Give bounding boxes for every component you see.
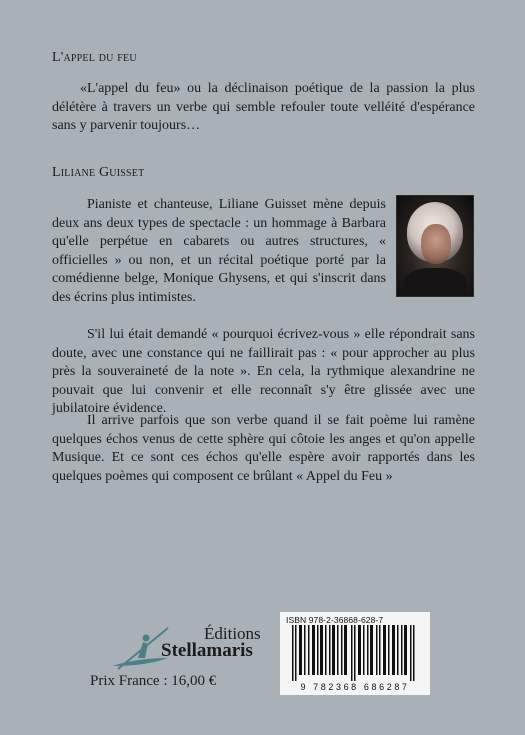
isbn-barcode: [280, 612, 430, 695]
price-label: Prix France : 16,00 €: [90, 673, 217, 689]
book-summary: «L'appel du feu» ou la déclinaison poétique de la passion la plus délétère à travers un verbe qui semble refouler toute velléité d'espérance sans y parvenir toujours…: [52, 81, 475, 133]
publisher-label: Éditions: [204, 624, 261, 643]
author-bio-paragraph-1: Pianiste et chanteuse, Liliane Guisset mène depuis deux ans deux types de spectacle : un hommage à Barbara qu'elle perpétue en cabarets ou autres structures, « officielles » ou non, et un récital poétique porté par la comédienne belge, Monique Ghysens, et qui s'inscrit dans des écrins plus intimistes.: [52, 197, 386, 305]
section-title-author: Liliane Guisset: [52, 165, 145, 180]
barcode-digits: 9 782368 686287: [300, 682, 410, 692]
isbn-text: ISBN 978-2-36868-628-7: [286, 615, 384, 625]
publisher-name: Stellamaris: [161, 640, 253, 661]
section-title-appel-du-feu: L'appel du feu: [52, 50, 137, 65]
author-photo: [396, 195, 474, 297]
author-bio-paragraph-2: S'il lui était demandé « pourquoi écrivez-vous » elle répondrait sans doute, avec une constance qui ne faillirait pas : « pour approcher au plus près la souveraineté de la note ». En cela, la rythmique alexandrine ne pouvait que lui convenir et elle reconnaît s'y être glissée avec une jubilatoire évidence.: [52, 327, 475, 416]
barcode-bars: [282, 625, 428, 681]
author-bio-paragraph-3: Il arrive parfois que son verbe quand il se fait poème lui ramène quelques échos venus de cette sphère qui côtoie les anges et qu'on appelle Musique. Et ce sont ces échos qu'elle espère avoir rapportés dans les quelques poèmes qui composent ce brûlant « Appel du Feu »: [52, 413, 475, 484]
